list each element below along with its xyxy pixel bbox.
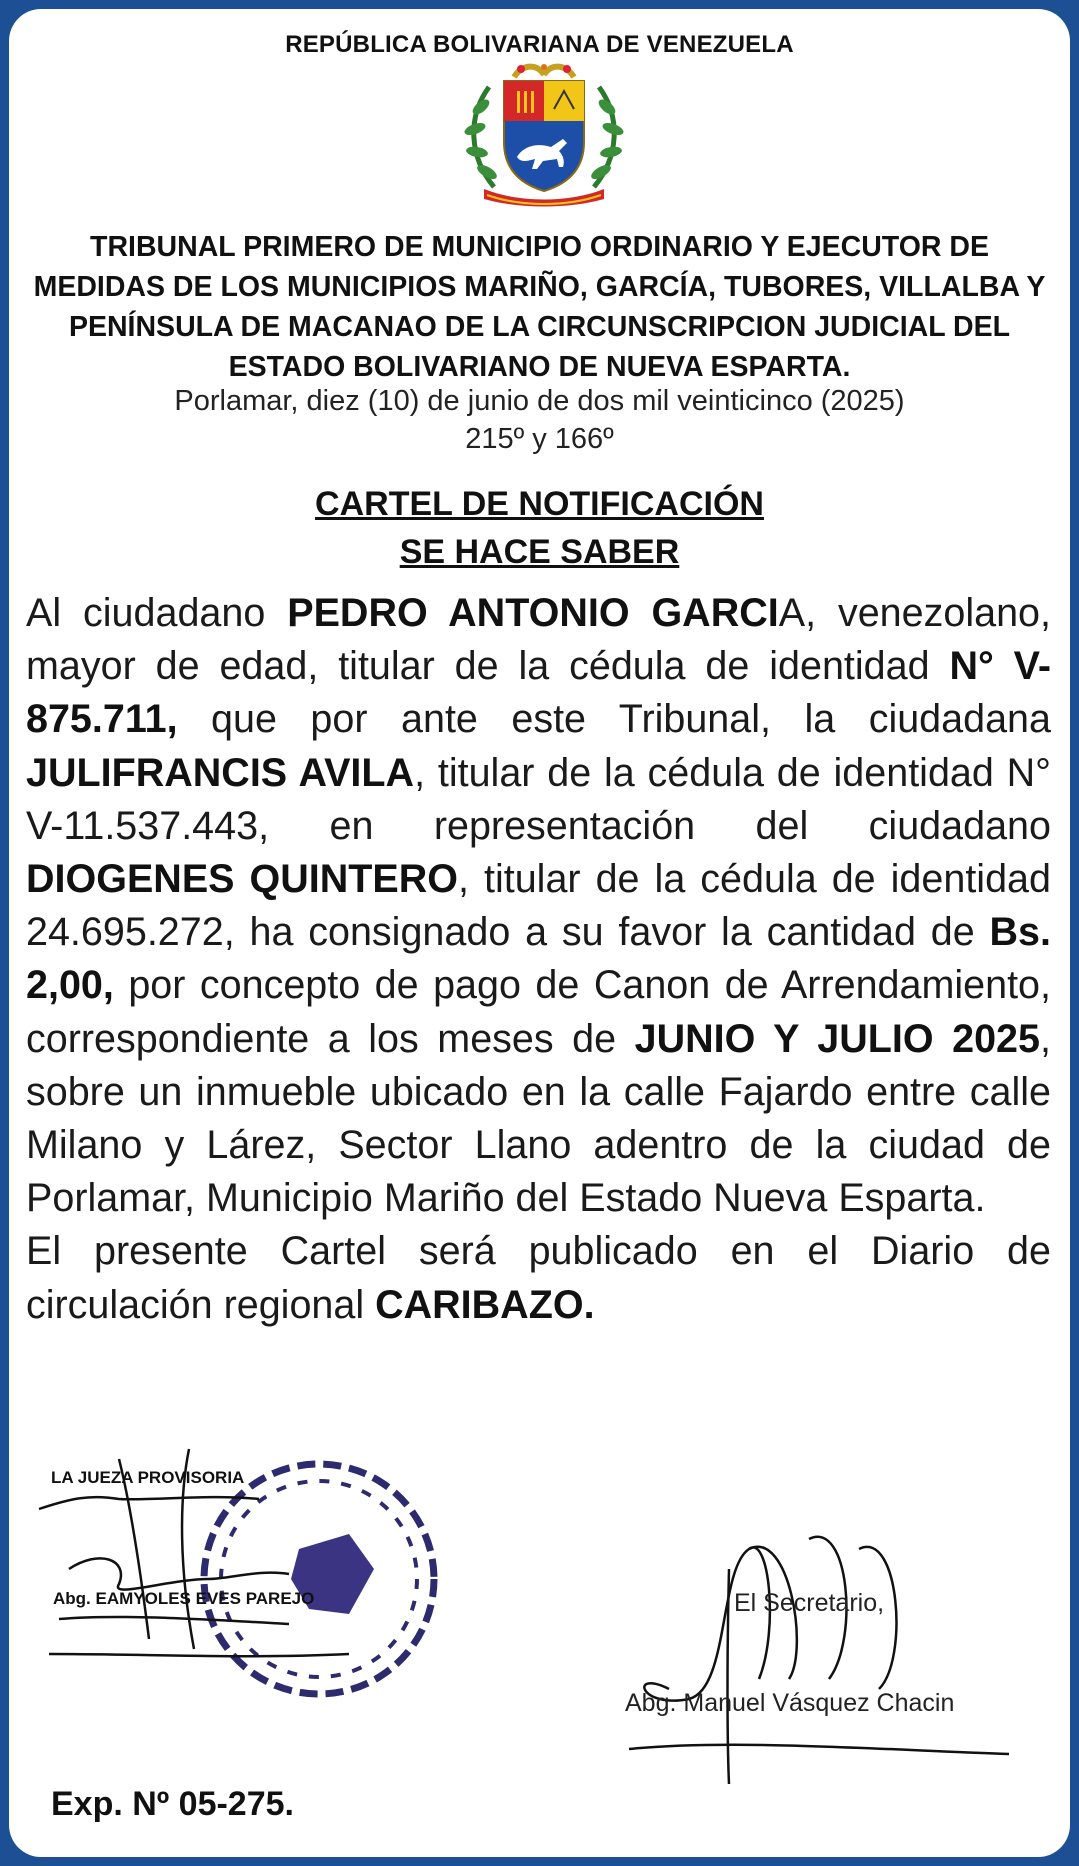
notice-subtitle: SE HACE SABER (399, 533, 680, 571)
representative-name: JULIFRANCIS AVILA (26, 750, 415, 795)
notice-card (9, 9, 1070, 1857)
judge-title: LA JUEZA PROVISORIA (51, 1468, 245, 1487)
judge-name: Abg. EAMYOLES EVES PAREJO (53, 1589, 315, 1608)
notice-body (26, 587, 1051, 1332)
newspaper-name: CARIBAZO. (375, 1282, 595, 1327)
place-date: Porlamar, diez (10) de junio de dos mil veinticinco (2025) (174, 385, 905, 417)
file-number: Exp. Nº 05-275. (51, 1785, 294, 1823)
tribunal-heading: TRIBUNAL PRIMERO DE MUNICIPIO ORDINARIO Y EJECUTOR DE MEDIDAS DE LOS MUNICIPIOS MARIÑO, GARCÍA, TUBORES, VILLALBA Y PENÍNSULA DE MACANAO DE LA CIRCUNSCRIPCION JUDICIAL DEL ESTADO BOLIVARIANO DE NUEVA ESPARTA. (33, 231, 1046, 383)
notice-paragraph-2: El presente Cartel será publicado en el Diario de circulación regional CARIBAZO. (26, 1229, 1051, 1327)
notice-paragraph-1: Al ciudadano PEDRO ANTONIO GARCIA, venezolano, mayor de edad, titular de la cédula de identidad N° V-875.711, que por ante este Tribunal, la ciudadana JULIFRANCIS AVILA, titular de la cédula de identidad N° V-11.537.443, en representación del ciudadano DIOGENES QUINTERO, titular de la cédula de identidad 24.695.272, ha consignado a su favor la cantidad de Bs. 2,00, por concepto de pago de Canon de Arrendamiento, correspondiente a los meses de JUNIO Y JULIO 2025, sobre un inmueble ubicado en la calle Fajardo entre calle Milano y Lárez, Sector Llano adentro de la ciudad de Porlamar, Municipio Mariño del Estado Nueva Esparta. (26, 591, 1051, 1221)
secretary-signature (609, 1509, 1029, 1789)
secretary-title: El Secretario, (734, 1589, 885, 1617)
notice-title: CARTEL DE NOTIFICACIÓN (315, 485, 764, 523)
respondent-name: PEDRO ANTONIO GARCI (287, 591, 779, 635)
tenant-name: DIOGENES QUINTERO (26, 857, 458, 902)
independence-years: 215º y 166º (465, 423, 614, 455)
republic-heading: REPÚBLICA BOLIVARIANA DE VENEZUELA (285, 31, 794, 58)
amount: Bs. 2,00, (26, 910, 1051, 1008)
months: JUNIO Y JULIO 2025 (634, 1016, 1040, 1061)
respondent-id: N° V-875.711, (26, 644, 1051, 742)
venezuela-coat-of-arms-icon (459, 57, 629, 207)
secretary-name: Abg. Manuel Vásquez Chacin (625, 1689, 955, 1717)
